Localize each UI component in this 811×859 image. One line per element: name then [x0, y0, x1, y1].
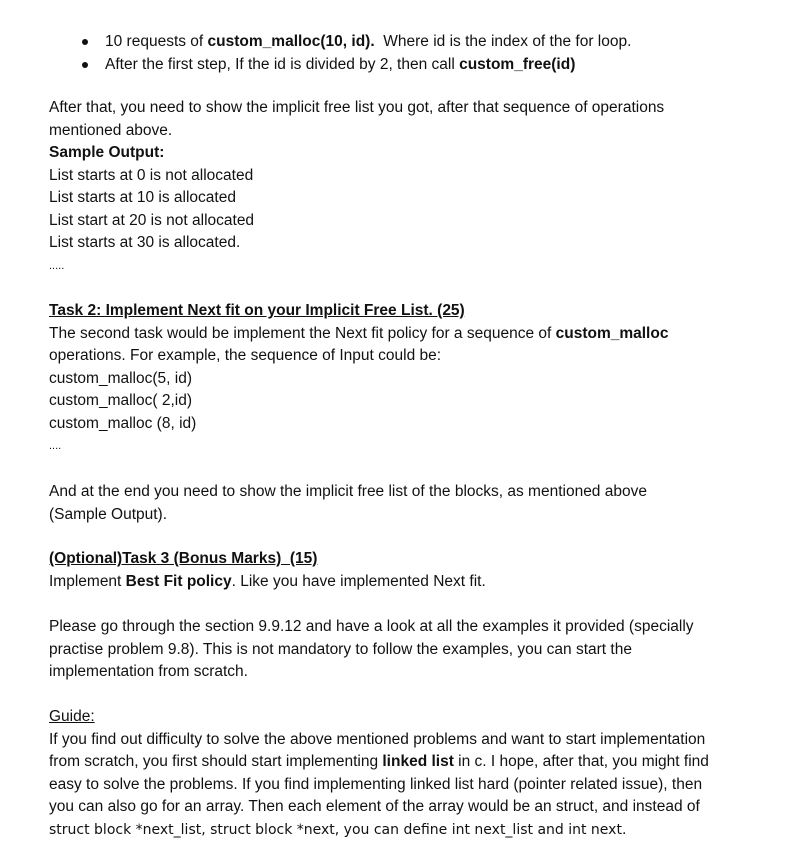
code-line: custom_malloc( 2,id) — [49, 392, 192, 409]
intro-paragraph — [49, 97, 769, 277]
text-line: operations. For example, the sequence of Input could be: — [49, 347, 442, 364]
text: Where id is the index of the for loop. — [374, 33, 632, 50]
text: . Like you have implemented Next fit. — [231, 572, 486, 590]
sample-line: List starts at 10 is allocated — [49, 189, 236, 206]
code-bold: custom_free(id) — [459, 55, 576, 73]
text-line: Please go through the section 9.9.12 and have a look at all the examples it provided (specially — [49, 618, 694, 635]
text-line: (Sample Output). — [49, 505, 168, 523]
text: The second task would be implement the Next fit policy for a sequence of — [49, 324, 556, 342]
text: in c. I hope, after that, you might find — [453, 753, 709, 770]
sample-output-heading: Sample Output: — [49, 144, 165, 161]
task3-heading: (Optional)Task 3 (Bonus Marks) (15) — [49, 550, 318, 567]
ellipsis: .... — [49, 440, 62, 452]
text-line: implementation from scratch. — [49, 663, 248, 680]
text-line: mentioned above. — [49, 121, 173, 139]
guide-section — [49, 706, 789, 841]
task2-outro — [49, 481, 769, 526]
text-line: And at the end you need to show the implicit free list of the blocks, as mentioned above — [49, 483, 647, 500]
text-line: After that, you need to show the implicit free list you got, after that sequence of operations — [49, 99, 665, 116]
requirements-list — [82, 31, 631, 76]
bold-text: Best Fit policy — [125, 572, 232, 590]
text: from scratch, you first should start implementing — [49, 753, 383, 770]
code-line: custom_malloc(5, id) — [49, 369, 192, 387]
task3-section — [49, 548, 769, 593]
guide-heading: Guide: — [49, 708, 95, 725]
text-line: easy to solve the problems. If you find implementing linked list hard (pointer related issue), then — [49, 775, 703, 793]
section-note — [49, 616, 769, 684]
text: Implement — [49, 572, 126, 590]
text-line: If you find out difficulty to solve the above mentioned problems and want to start implementation — [49, 730, 706, 748]
code-bold: custom_malloc — [555, 324, 669, 342]
code-line: custom_malloc (8, id) — [49, 414, 197, 432]
list-item — [82, 31, 631, 54]
text: 10 requests of — [105, 33, 208, 50]
ellipsis: ..... — [49, 259, 65, 272]
code-line: struct block *next_list, struct block *next, you can define int next_list and int next. — [49, 821, 627, 838]
text-line: practise problem 9.8). This is not mandatory to follow the examples, you can start the — [49, 640, 632, 658]
sample-line: List starts at 30 is allocated. — [49, 234, 241, 251]
bold-text: linked list — [382, 753, 454, 770]
task2-heading: Task 2: Implement Next fit on your Implicit Free List. (25) — [49, 302, 465, 319]
sample-line: List starts at 0 is not allocated — [49, 166, 254, 184]
sample-line: List start at 20 is not allocated — [49, 211, 255, 229]
text: After the first step, If the id is divided by 2, then call — [105, 55, 460, 73]
task2-section — [49, 300, 769, 458]
list-item — [82, 54, 631, 77]
text-line: you can also go for an array. Then each element of the array would be an struct, and instead of — [49, 798, 700, 815]
code-bold: custom_malloc(10, id). — [207, 33, 375, 50]
